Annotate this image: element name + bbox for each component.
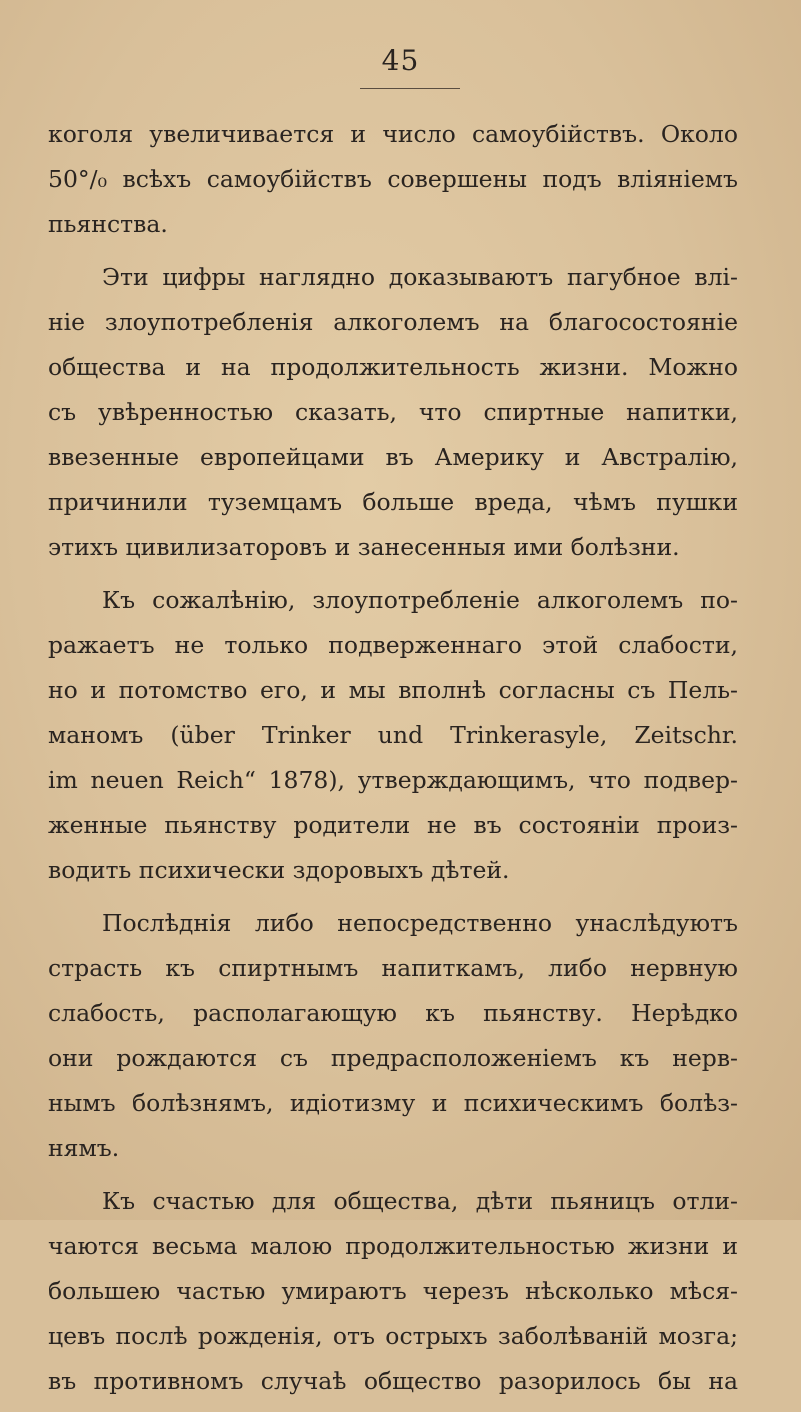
text-line: женные пьянству родители не въ состояніи произ- (48, 811, 738, 839)
text-line: въ противномъ случаѣ общество разорилось бы на (48, 1367, 738, 1395)
paragraph (48, 901, 738, 1171)
header-rule (360, 88, 460, 89)
text-line: 50°/₀ всѣхъ самоубійствъ совершены подъ вліяніемъ (48, 165, 738, 193)
text-line: Эти цифры наглядно доказываютъ пагубное влі- (102, 263, 738, 291)
text-line: ражаетъ не только подверженнаго этой слабости, (48, 631, 738, 659)
paragraph (48, 1179, 738, 1404)
text-line: маномъ (über Trinker und Trinkerasyle, Zeitschr. (48, 721, 738, 749)
text-line: im neuen Reich“ 1878), утверждающимъ, что подвер- (48, 766, 738, 794)
text-line: водить психически здоровыхъ дѣтей. (48, 856, 510, 884)
text-line: съ увѣренностью сказать, что спиртные напитки, (48, 398, 738, 426)
text-line: коголя увеличивается и число самоубійствъ. Около (48, 120, 738, 148)
text-line: Къ сожалѣнію, злоупотребленіе алкоголемъ по- (102, 586, 738, 614)
text-line: страсть къ спиртнымъ напиткамъ, либо нервную (48, 954, 738, 982)
page-number: 45 (381, 44, 420, 77)
text-line: ввезенные европейцами въ Америку и Австралію, (48, 443, 738, 471)
text-line: они рождаются съ предрасположеніемъ къ нерв- (48, 1044, 738, 1072)
text-line: причинили туземцамъ больше вреда, чѣмъ пушки (48, 488, 738, 516)
text-line: цевъ послѣ рожденія, отъ острыхъ заболѣваній мозга; (48, 1322, 738, 1350)
text-line: пьянства. (48, 210, 168, 238)
paragraph (48, 112, 738, 247)
text-line: нымъ болѣзнямъ, идіотизму и психическимъ болѣз- (48, 1089, 738, 1117)
text-line: этихъ цивилизаторовъ и занесенныя ими болѣзни. (48, 533, 680, 561)
text-line: чаются весьма малою продолжительностью жизни и (48, 1232, 738, 1260)
body-text (48, 112, 738, 1412)
paragraph (48, 255, 738, 570)
text-line: Послѣднія либо непосредственно унаслѣдуютъ (102, 909, 738, 937)
text-line: но и потомство его, и мы вполнѣ согласны съ Пель- (48, 676, 738, 704)
text-line: нямъ. (48, 1134, 120, 1162)
text-line: общества и на продолжительность жизни. Можно (48, 353, 738, 381)
text-line: ніе злоупотребленія алкоголемъ на благосостояніе (48, 308, 738, 336)
text-line: слабость, располагающую къ пьянству. Нерѣдко (48, 999, 738, 1027)
text-line: большею частью умираютъ черезъ нѣсколько мѣся- (48, 1277, 738, 1305)
text-line: Къ счастью для общества, дѣти пьяницъ отли- (102, 1187, 738, 1215)
paragraph (48, 578, 738, 893)
